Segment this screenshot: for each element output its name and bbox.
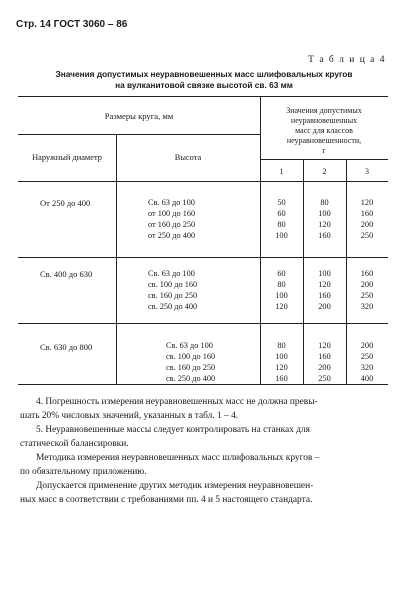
header-sizes: Размеры круга, мм — [104, 111, 174, 121]
paragraph-method: Методика измерения неуравновешенных масс шлифовальных кругов – по обязательному приложению. — [20, 453, 320, 477]
header-class-2: 2 — [322, 167, 327, 176]
group-1-diameter: От 250 до 400 — [40, 198, 91, 208]
header-class-3: 3 — [365, 167, 369, 176]
header-outer-diameter: Наружный диаметр — [32, 153, 102, 162]
group-divider-2 — [18, 323, 388, 324]
group-3-class-2: 120 160 200 250 — [318, 341, 331, 383]
table-title-line-1: Значения допустимых неуравновешенных масс шлифовальных кругов — [55, 69, 353, 79]
page-header: Стр. 14 ГОСТ 3060 – 86 — [16, 19, 128, 30]
group-3-diameter: Св. 630 до 800 — [40, 342, 93, 352]
paragraph-5: 5. Неуравновешенные массы следует контролировать на станках для статической балансировки. — [20, 425, 310, 449]
header-allowed-values: Значения допустимых неуравновешенных масс для классов неуравновешенности, г — [286, 106, 362, 155]
row-divider-classes — [260, 159, 388, 160]
group-3-class-1: 80 100 120 160 — [275, 341, 288, 383]
group-1-heights: Св. 63 до 100 от 100 до 160 от 160 до 250 от 250 до 400 — [148, 198, 196, 240]
group-1-class-3: 120 160 200 250 — [360, 198, 374, 240]
paragraph-4: 4. Погрешность измерения неуравновешенных масс не должна превы- шать 20% числовых значений, указанных в табл. 1 – 4. — [20, 397, 318, 421]
group-1-class-1: 50 60 80 100 — [275, 198, 288, 240]
group-3-heights: Св. 63 до 100 св. 100 до 160 св. 160 до 250 св. 250 до 400 — [166, 341, 216, 383]
group-divider-1 — [18, 257, 388, 258]
header-height: Высота — [174, 153, 202, 162]
header-bottom-line — [18, 181, 388, 182]
col-divider-sizes — [116, 134, 117, 384]
table-number: Т а б л и ц а 4 — [308, 55, 386, 65]
paragraph-other-methods: Допускается применение других методик измерения неуравновешен- ных масс в соответствии с требованиями пп. 4 и 5 настоящего стандарта. — [20, 481, 314, 505]
group-2-heights: Св. 63 до 100 св. 100 до 160 св. 160 до 250 св. 250 до 400 — [148, 269, 198, 311]
group-3-class-3: 200 250 320 400 — [360, 341, 374, 383]
header-class-1: 1 — [279, 167, 284, 176]
group-1-class-2: 80 100 120 160 — [318, 198, 331, 240]
data-table — [18, 96, 388, 385]
table-title-line-2: на вулканитовой связке высотой св. 63 мм — [115, 80, 293, 90]
group-2-class-2: 100 120 160 200 — [318, 269, 331, 311]
row-divider-sizes — [18, 134, 260, 135]
group-2-class-3: 160 200 250 320 — [360, 269, 374, 311]
group-2-diameter: Св. 400 до 630 — [40, 269, 93, 279]
group-2-class-1: 60 80 100 120 — [275, 269, 288, 311]
